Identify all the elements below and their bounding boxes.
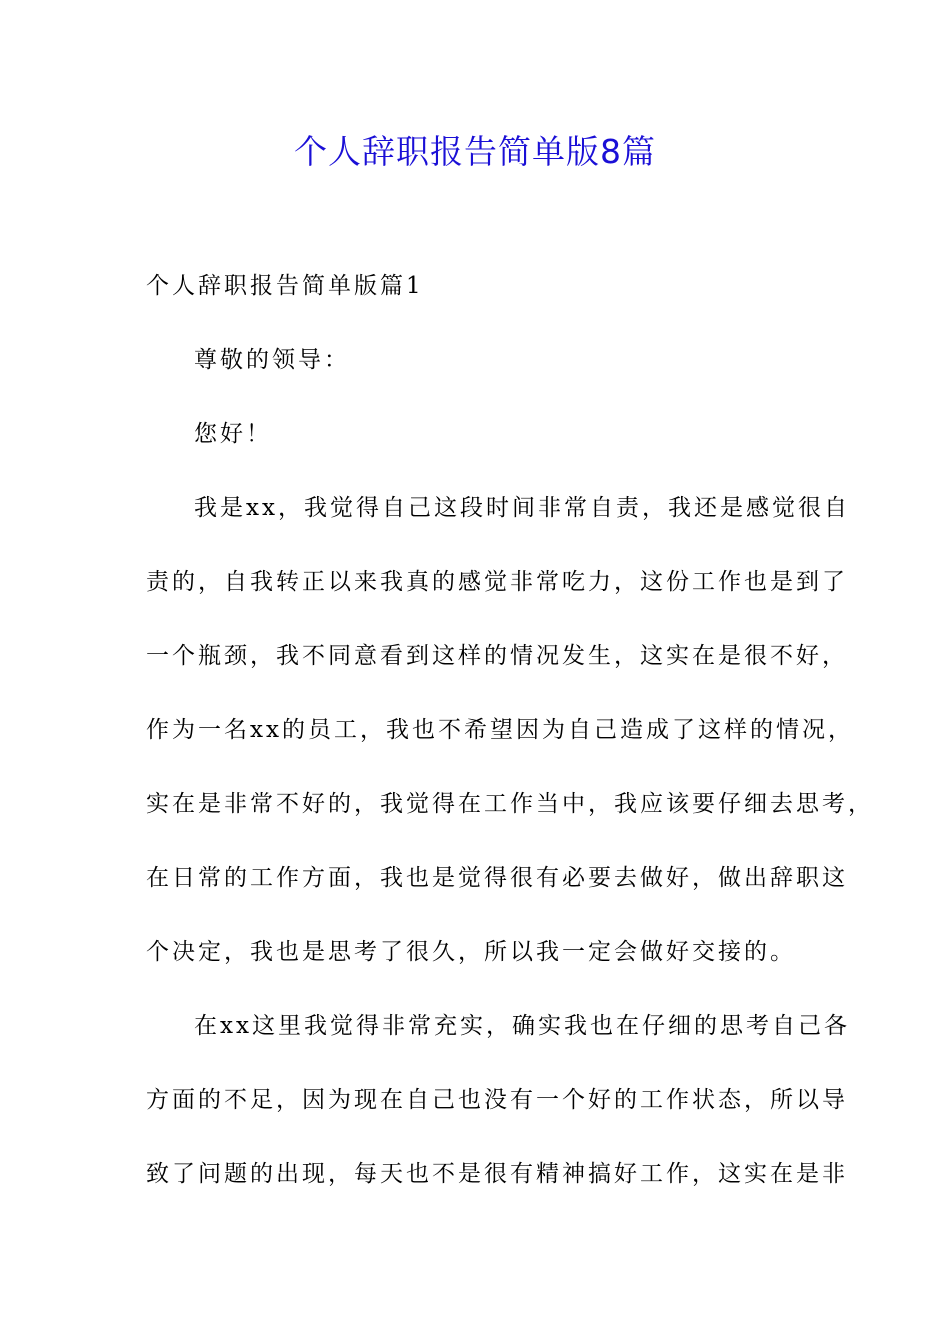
- paragraph-2-line-2: 方面的不足，因为现在自己也没有一个好的工作状态，所以导: [146, 1087, 848, 1113]
- paragraph-1-line-7: 个决定，我也是思考了很久，所以我一定会做好交接的。: [146, 939, 796, 965]
- salutation: 尊敬的领导：: [194, 347, 350, 373]
- greeting: 您好！: [194, 421, 272, 447]
- document-title: 个人辞职报告简单版8篇: [294, 132, 656, 171]
- section-heading: 个人辞职报告简单版篇1: [146, 273, 424, 299]
- paragraph-1-line-4: 作为一名xx的员工，我也不希望因为自己造成了这样的情况，: [146, 717, 854, 743]
- paragraph-1-line-3: 一个瓶颈，我不同意看到这样的情况发生，这实在是很不好，: [146, 643, 848, 669]
- paragraph-2-line-3: 致了问题的出现，每天也不是很有精神搞好工作，这实在是非: [146, 1161, 848, 1187]
- paragraph-2-line-1: 在xx这里我觉得非常充实，确实我也在仔细的思考自己各: [194, 1013, 850, 1039]
- paragraph-1-line-1: 我是xx，我觉得自己这段时间非常自责，我还是感觉很自: [194, 495, 850, 521]
- paragraph-1-line-2: 责的，自我转正以来我真的感觉非常吃力，这份工作也是到了: [146, 569, 848, 595]
- paragraph-1-line-5: 实在是非常不好的，我觉得在工作当中，我应该要仔细去思考，: [146, 791, 874, 817]
- paragraph-1-line-6: 在日常的工作方面，我也是觉得很有必要去做好，做出辞职这: [146, 865, 848, 891]
